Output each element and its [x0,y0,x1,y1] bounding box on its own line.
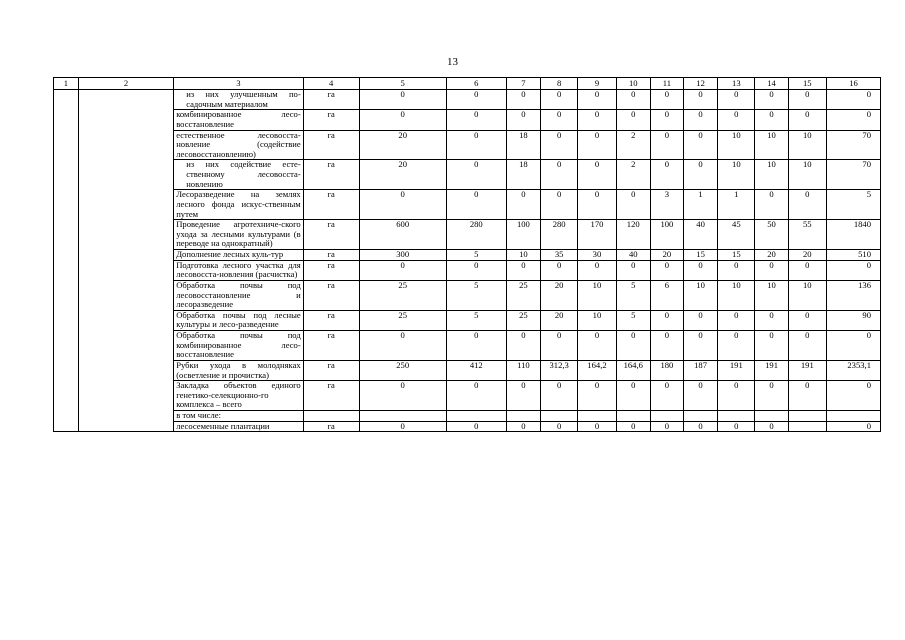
value-cell [541,411,578,422]
table-row [54,190,881,220]
value-cell: 0 [446,381,506,411]
value-cell: 18 [506,130,540,160]
row-label: Обработка почвы под комбинированное лесо-восстановление [174,331,304,361]
value-cell: 0 [541,110,578,130]
cell-col-2 [78,250,173,261]
value-cell: 5 [446,250,506,261]
value-cell: 20 [788,250,826,261]
value-cell: 20 [359,130,446,160]
value-cell: 0 [718,421,755,432]
value-cell: 0 [578,260,616,280]
header-cell: 12 [683,78,717,90]
value-cell: 0 [578,130,616,160]
value-cell: 0 [578,110,616,130]
value-cell: 164,6 [616,360,650,380]
value-cell: 0 [616,331,650,361]
cell-col-1 [54,310,79,330]
value-cell: 5 [616,280,650,310]
value-cell: 45 [718,220,755,250]
value-cell: 0 [683,381,717,411]
table-row [54,110,881,130]
cell-col-2 [78,160,173,190]
value-cell: 30 [578,250,616,261]
row-label: из них улучшенным по-садочным материалом [174,90,304,110]
value-cell: 35 [541,250,578,261]
header-cell: 13 [718,78,755,90]
value-cell: 0 [788,190,826,220]
cell-col-1 [54,280,79,310]
header-row [54,78,881,90]
row-label: Дополнение лесных куль-тур [174,250,304,261]
row-label: Рубки ухода в молодняках (осветление и прочистка) [174,360,304,380]
value-cell: 0 [755,90,788,110]
value-cell: 0 [506,110,540,130]
header-cell: 11 [650,78,683,90]
value-cell: 10 [578,310,616,330]
value-cell: 0 [616,110,650,130]
value-cell: 0 [650,331,683,361]
value-cell: 25 [506,280,540,310]
cell-col-1 [54,331,79,361]
value-cell: 50 [755,220,788,250]
value-cell: 0 [446,190,506,220]
unit-cell: га [303,220,359,250]
value-cell: 191 [755,360,788,380]
value-cell: 0 [616,421,650,432]
value-cell: 0 [718,331,755,361]
row-label: из них содействие есте-ственному лесовосста-новлению [174,160,304,190]
value-cell: 280 [541,220,578,250]
cell-col-1 [54,110,79,130]
value-cell: 10 [718,130,755,160]
value-cell: 312,3 [541,360,578,380]
row-label: комбинированное лесо-восстановление [174,110,304,130]
value-cell: 0 [446,110,506,130]
value-cell: 0 [541,421,578,432]
value-cell: 25 [359,280,446,310]
unit-cell: га [303,331,359,361]
cell-col-2 [78,260,173,280]
value-cell: 0 [446,90,506,110]
value-cell: 10 [788,160,826,190]
value-cell: 0 [578,190,616,220]
value-cell: 0 [506,331,540,361]
cell-col-1 [54,190,79,220]
value-cell: 0 [788,260,826,280]
value-cell: 0 [616,190,650,220]
value-cell [650,411,683,422]
value-cell: 0 [788,310,826,330]
cell-col-1 [54,421,79,432]
value-cell: 0 [446,130,506,160]
row-label: Подготовка лесного участка для лесовосста-новления (расчистка) [174,260,304,280]
cell-col-2 [78,421,173,432]
value-cell: 0 [718,260,755,280]
value-cell: 70 [826,160,880,190]
value-cell: 20 [359,160,446,190]
value-cell: 280 [446,220,506,250]
value-cell: 0 [578,160,616,190]
cell-col-2 [78,130,173,160]
value-cell: 300 [359,250,446,261]
unit-cell: га [303,280,359,310]
value-cell: 0 [650,381,683,411]
header-cell: 1 [54,78,79,90]
value-cell: 0 [755,381,788,411]
value-cell: 0 [650,421,683,432]
value-cell: 0 [718,381,755,411]
value-cell: 0 [359,90,446,110]
row-label: Лесоразведение на землях лесного фонда искус-ственным путем [174,190,304,220]
value-cell: 0 [650,130,683,160]
value-cell: 0 [755,331,788,361]
cell-col-2 [78,110,173,130]
unit-cell: га [303,160,359,190]
value-cell: 5 [826,190,880,220]
table-row [54,360,881,380]
header-cell: 2 [78,78,173,90]
value-cell: 170 [578,220,616,250]
value-cell: 20 [541,280,578,310]
value-cell [578,411,616,422]
header-cell: 4 [303,78,359,90]
unit-cell: га [303,110,359,130]
unit-cell: га [303,360,359,380]
value-cell: 0 [506,190,540,220]
value-cell: 0 [755,110,788,130]
unit-cell [303,411,359,422]
value-cell: 0 [683,421,717,432]
value-cell: 10 [755,280,788,310]
value-cell: 0 [755,421,788,432]
value-cell: 0 [718,110,755,130]
table-row [54,310,881,330]
header-cell: 3 [174,78,304,90]
table-row [54,331,881,361]
unit-cell: га [303,190,359,220]
row-label: Закладка объектов единого генетико-селекционно-го комплекса – всего [174,381,304,411]
value-cell: 0 [541,260,578,280]
value-cell: 100 [650,220,683,250]
value-cell: 70 [826,130,880,160]
value-cell: 180 [650,360,683,380]
header-cell: 14 [755,78,788,90]
header-cell: 9 [578,78,616,90]
value-cell: 0 [541,331,578,361]
header-cell: 15 [788,78,826,90]
cell-col-2 [78,381,173,411]
value-cell: 0 [755,260,788,280]
header-cell: 8 [541,78,578,90]
cell-col-1 [54,220,79,250]
cell-col-2 [78,360,173,380]
value-cell: 0 [683,331,717,361]
value-cell: 0 [506,381,540,411]
value-cell: 0 [578,421,616,432]
cell-col-1 [54,381,79,411]
header-cell: 6 [446,78,506,90]
value-cell: 0 [541,381,578,411]
value-cell: 0 [359,190,446,220]
value-cell: 0 [718,310,755,330]
value-cell: 10 [788,280,826,310]
value-cell: 120 [616,220,650,250]
unit-cell: га [303,90,359,110]
value-cell: 0 [359,331,446,361]
value-cell [755,411,788,422]
value-cell: 0 [578,381,616,411]
value-cell: 1 [718,190,755,220]
value-cell: 1840 [826,220,880,250]
value-cell: 15 [683,250,717,261]
value-cell: 0 [650,90,683,110]
value-cell: 0 [650,160,683,190]
value-cell: 55 [788,220,826,250]
cell-col-2 [78,310,173,330]
unit-cell: га [303,381,359,411]
value-cell: 2 [616,160,650,190]
table-row [54,220,881,250]
value-cell: 0 [683,160,717,190]
header-cell: 7 [506,78,540,90]
value-cell: 0 [359,110,446,130]
unit-cell: га [303,250,359,261]
value-cell [718,411,755,422]
row-label: в том числе: [174,411,304,422]
cell-col-1 [54,130,79,160]
value-cell: 10 [578,280,616,310]
unit-cell: га [303,421,359,432]
value-cell: 0 [506,90,540,110]
value-cell: 10 [755,130,788,160]
value-cell [826,411,880,422]
value-cell: 10 [755,160,788,190]
value-cell: 0 [359,381,446,411]
value-cell: 40 [616,250,650,261]
value-cell: 25 [506,310,540,330]
value-cell: 2353,1 [826,360,880,380]
table-row [54,250,881,261]
value-cell [683,411,717,422]
value-cell: 0 [826,331,880,361]
value-cell: 0 [359,260,446,280]
value-cell: 1 [683,190,717,220]
value-cell: 10 [788,130,826,160]
value-cell: 0 [826,381,880,411]
cell-col-1 [54,90,79,110]
value-cell: 0 [826,110,880,130]
row-label: Обработка почвы под лесовосстановление и лесоразведение [174,280,304,310]
value-cell: 2 [616,130,650,160]
value-cell: 0 [826,260,880,280]
value-cell: 600 [359,220,446,250]
header-cell: 5 [359,78,446,90]
table-row [54,421,881,432]
value-cell: 0 [616,90,650,110]
value-cell: 0 [826,421,880,432]
header-cell: 10 [616,78,650,90]
value-cell: 5 [446,280,506,310]
value-cell: 510 [826,250,880,261]
value-cell: 100 [506,220,540,250]
cell-col-2 [78,280,173,310]
cell-col-1 [54,260,79,280]
value-cell: 0 [650,260,683,280]
value-cell: 164,2 [578,360,616,380]
value-cell: 191 [718,360,755,380]
value-cell: 191 [788,360,826,380]
row-label: лесосеменные плантации [174,421,304,432]
value-cell: 0 [788,331,826,361]
value-cell: 0 [650,310,683,330]
value-cell: 0 [718,90,755,110]
table-row [54,280,881,310]
value-cell: 18 [506,160,540,190]
cell-col-1 [54,411,79,422]
value-cell: 20 [755,250,788,261]
value-cell [788,411,826,422]
value-cell: 0 [541,160,578,190]
unit-cell: га [303,260,359,280]
table-row [54,381,881,411]
value-cell: 0 [359,421,446,432]
value-cell [506,411,540,422]
value-cell: 0 [446,331,506,361]
table-row [54,411,881,422]
value-cell: 250 [359,360,446,380]
value-cell: 0 [683,90,717,110]
page-number: 13 [447,56,458,68]
value-cell: 0 [788,110,826,130]
value-cell: 0 [446,160,506,190]
value-cell: 0 [578,331,616,361]
cell-col-1 [54,360,79,380]
value-cell: 0 [506,260,540,280]
unit-cell: га [303,310,359,330]
table-row [54,160,881,190]
value-cell: 6 [650,280,683,310]
value-cell [359,411,446,422]
value-cell: 0 [616,260,650,280]
value-cell: 0 [650,110,683,130]
value-cell: 0 [506,421,540,432]
value-cell: 40 [683,220,717,250]
value-cell: 20 [541,310,578,330]
cell-col-2 [78,190,173,220]
value-cell: 0 [446,260,506,280]
unit-cell: га [303,130,359,160]
cell-col-1 [54,250,79,261]
value-cell: 0 [788,381,826,411]
row-label: естественное лесовосста-новление (содействие лесовосстановлению) [174,130,304,160]
value-cell: 90 [826,310,880,330]
cell-col-2 [78,90,173,110]
value-cell: 0 [683,310,717,330]
cell-col-2 [78,411,173,422]
value-cell: 110 [506,360,540,380]
value-cell: 0 [541,190,578,220]
value-cell: 0 [683,110,717,130]
value-cell: 10 [683,280,717,310]
value-cell: 0 [578,90,616,110]
value-cell [446,411,506,422]
table-row [54,130,881,160]
value-cell: 0 [826,90,880,110]
table-row [54,90,881,110]
value-cell: 25 [359,310,446,330]
value-cell: 10 [718,160,755,190]
data-table [53,77,881,432]
value-cell: 3 [650,190,683,220]
value-cell: 412 [446,360,506,380]
value-cell: 0 [616,381,650,411]
value-cell: 0 [541,130,578,160]
row-label: Проведение агротехниче-ского ухода за лесными культурами (в переводе на однократный) [174,220,304,250]
row-label: Обработка почвы под лесные культуры и лесо-разведение [174,310,304,330]
value-cell: 5 [616,310,650,330]
value-cell: 10 [506,250,540,261]
value-cell: 187 [683,360,717,380]
value-cell: 20 [650,250,683,261]
table-row [54,260,881,280]
value-cell: 0 [541,90,578,110]
value-cell: 0 [788,90,826,110]
value-cell: 0 [446,421,506,432]
cell-col-2 [78,220,173,250]
value-cell [616,411,650,422]
value-cell: 0 [683,130,717,160]
value-cell: 0 [683,260,717,280]
value-cell: 0 [755,190,788,220]
header-cell: 16 [826,78,880,90]
cell-col-2 [78,331,173,361]
value-cell: 15 [718,250,755,261]
value-cell: 0 [755,310,788,330]
value-cell: 5 [446,310,506,330]
value-cell: 10 [718,280,755,310]
value-cell: 136 [826,280,880,310]
value-cell [788,421,826,432]
cell-col-1 [54,160,79,190]
